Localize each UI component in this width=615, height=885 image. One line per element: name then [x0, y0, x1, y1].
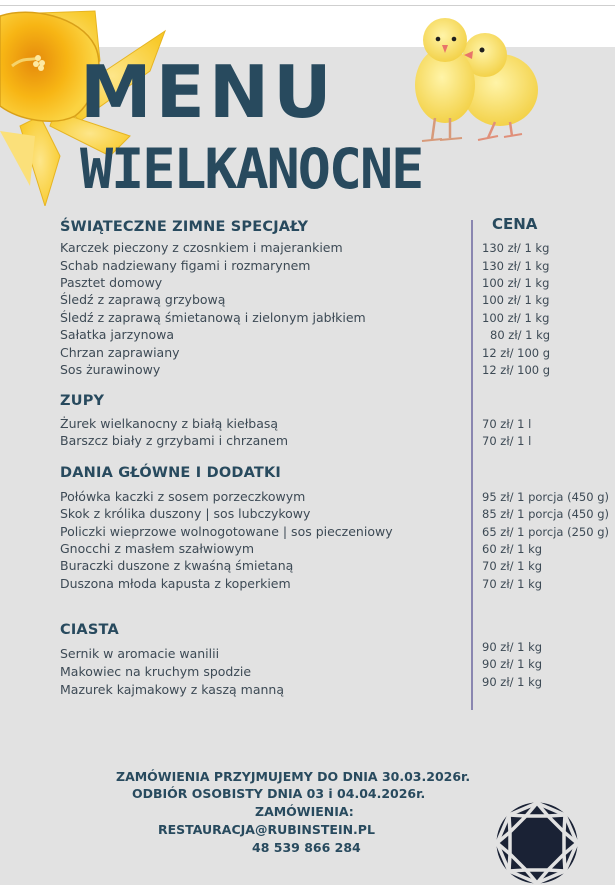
menu-item: Pasztet domowy — [60, 275, 163, 290]
title-menu: MENU — [80, 50, 336, 134]
menu-item-price: 65 zł/ 1 porcja (250 g) — [482, 525, 610, 539]
menu-item-price: 12 zł/ 100 g — [482, 363, 551, 377]
menu-item: Śledź z zaprawą śmietanową i zielonym jabłkiem — [60, 310, 366, 325]
menu-item-price: 70 zł/ 1 l — [482, 417, 532, 431]
menu-item-price: 70 zł/ 1 kg — [482, 559, 543, 573]
orders-deadline-text: ZAMÓWIENIA PRZYJMUJEMY DO DNIA 30.03.2026r. — [116, 769, 471, 784]
menu-item: Skok z królika duszony | sos lubczykowy — [60, 506, 311, 521]
menu-item-price: 12 zł/ 100 g — [482, 346, 551, 360]
menu-item-price: 130 zł/ 1 kg — [482, 259, 550, 273]
menu-item-price: 70 zł/ 1 kg — [482, 577, 543, 591]
menu-item: Karczek pieczony z czosnkiem i majerankiem — [60, 240, 343, 255]
menu-item: Żurek wielkanocny z białą kiełbasą — [60, 416, 279, 431]
menu-item: Buraczki duszone z kwaśną śmietaną — [60, 558, 294, 573]
section-title-cold-specials: ŚWIĄTECZNE ZIMNE SPECJAŁY — [60, 219, 309, 235]
contact-phone[interactable]: 48 539 866 284 — [252, 840, 361, 855]
menu-item-price: 90 zł/ 1 kg — [482, 640, 543, 654]
menu-item-price: 100 zł/ 1 kg — [482, 293, 550, 307]
menu-item: Mazurek kajmakowy z kaszą manną — [60, 682, 284, 697]
menu-item-price: 85 zł/ 1 porcja (450 g) — [482, 507, 610, 521]
price-column-header: CENA — [492, 215, 538, 233]
contact-email[interactable]: RESTAURACJA@RUBINSTEIN.PL — [158, 822, 375, 837]
menu-item: Schab nadziewany figami i rozmarynem — [60, 258, 311, 273]
menu-item-price: 90 zł/ 1 kg — [482, 657, 543, 671]
menu-item: Makowiec na kruchym spodzie — [60, 664, 252, 679]
menu-item: Gnocchi z masłem szałwiowym — [60, 541, 255, 556]
section-title-soups: ZUPY — [60, 393, 105, 409]
menu-item-price: 100 zł/ 1 kg — [482, 276, 550, 290]
menu-item: Barszcz biały z grzybami i chrzanem — [60, 433, 289, 448]
menu-item: Policzki wieprzowe wolnogotowane | sos pieczeniowy — [60, 524, 393, 539]
diamond-gem-logo — [495, 800, 579, 885]
menu-item: Sernik w aromacie wanilii — [60, 646, 220, 661]
menu-item-price: 90 zł/ 1 kg — [482, 675, 543, 689]
menu-item-price: 70 zł/ 1 l — [482, 434, 532, 448]
section-title-main-dishes: DANIA GŁÓWNE I DODATKI — [60, 465, 282, 481]
menu-item-price: 100 zł/ 1 kg — [482, 311, 550, 325]
menu-item: Połówka kaczki z sosem porzeczkowym — [60, 489, 306, 504]
two-chicks-image — [400, 10, 550, 145]
menu-item: Sos żurawinowy — [60, 362, 161, 377]
menu-item-price: 130 zł/ 1 kg — [482, 241, 550, 255]
menu-item-price: 95 zł/ 1 porcja (450 g) — [482, 490, 610, 504]
menu-item: Śledź z zaprawą grzybową — [60, 292, 226, 307]
section-title-cakes: CIASTA — [60, 622, 119, 638]
price-column-divider — [471, 220, 473, 710]
menu-item-price: 80 zł/ 1 kg — [490, 328, 551, 342]
menu-item-price: 60 zł/ 1 kg — [482, 542, 543, 556]
pickup-dates-text: ODBIÓR OSOBISTY DNIA 03 i 04.04.2026r. — [132, 786, 426, 801]
menu-item: Duszona młoda kapusta z koperkiem — [60, 576, 291, 591]
menu-item: Sałatka jarzynowa — [60, 327, 175, 342]
menu-item: Chrzan zaprawiany — [60, 345, 180, 360]
title-wielkanocne: WIELKANOCNE — [80, 137, 423, 201]
orders-label: ZAMÓWIENIA: — [255, 804, 354, 819]
